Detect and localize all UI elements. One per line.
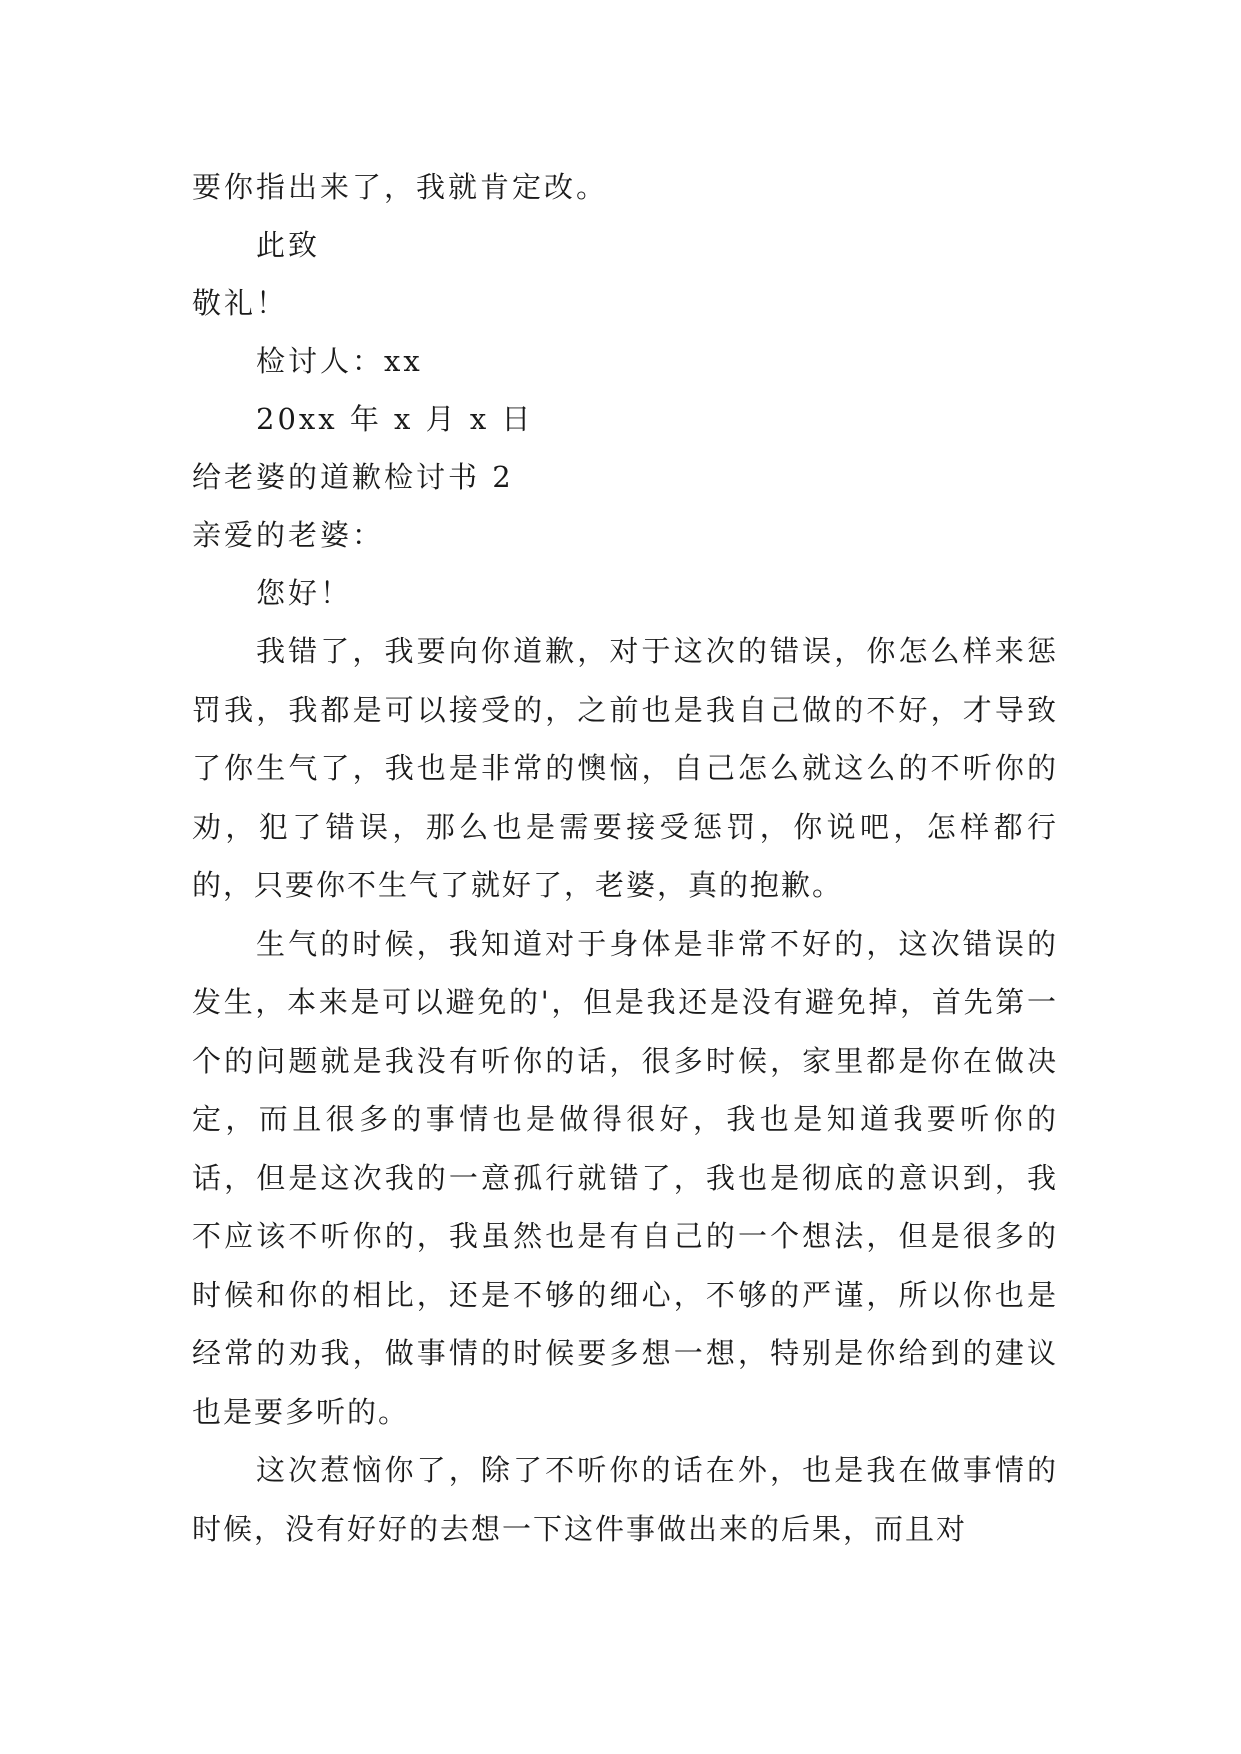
greeting-line: 亲爱的老婆： (192, 518, 385, 552)
letter-title: 给老婆的道歉检讨书 2 (192, 460, 514, 494)
hello-line: 您好！ (256, 576, 353, 610)
date-line: 20xx 年 x 月 x 日 (256, 402, 534, 436)
salutation-line: 此致 (256, 228, 321, 262)
paragraph-continuation: 这次惹恼你了，除了不听你的话在外，也是我在做事情的时候，没有好好的去想一下这件事做出来的后果，而且对 (192, 1453, 1058, 1546)
signer-line: 检讨人：xx (256, 344, 423, 378)
document-body (192, 158, 1058, 1558)
previous-letter-closing-line: 要你指出来了，我就肯定改。 (192, 170, 609, 204)
respect-line: 敬礼！ (192, 286, 289, 320)
paragraph-apology: 我错了，我要向你道歉，对于这次的错误，你怎么样来惩罚我，我都是可以接受的，之前也是我自己做的不好，才导致了你生气了，我也是非常的懊恼，自己怎么就这么的不听你的劝，犯了错误，那么也是需要接受惩罚，你说吧，怎样都行的，只要你不生气了就好了，老婆，真的抱歉。 (192, 634, 1058, 902)
paragraph-reflection: 生气的时候，我知道对于身体是非常不好的，这次错误的发生，本来是可以避免的'，但是我还是没有避免掉，首先第一个的问题就是我没有听你的话，很多时候，家里都是你在做决定，而且很多的事情也是做得很好，我也是知道我要听你的话，但是这次我的一意孤行就错了，我也是彻底的意识到，我不应该不听你的，我虽然也是有自己的一个想法，但是很多的时候和你的相比，还是不够的细心，不够的严谨，所以你也是经常的劝我，做事情的时候要多想一想，特别是你给到的建议也是要多听的。 (192, 926, 1058, 1429)
